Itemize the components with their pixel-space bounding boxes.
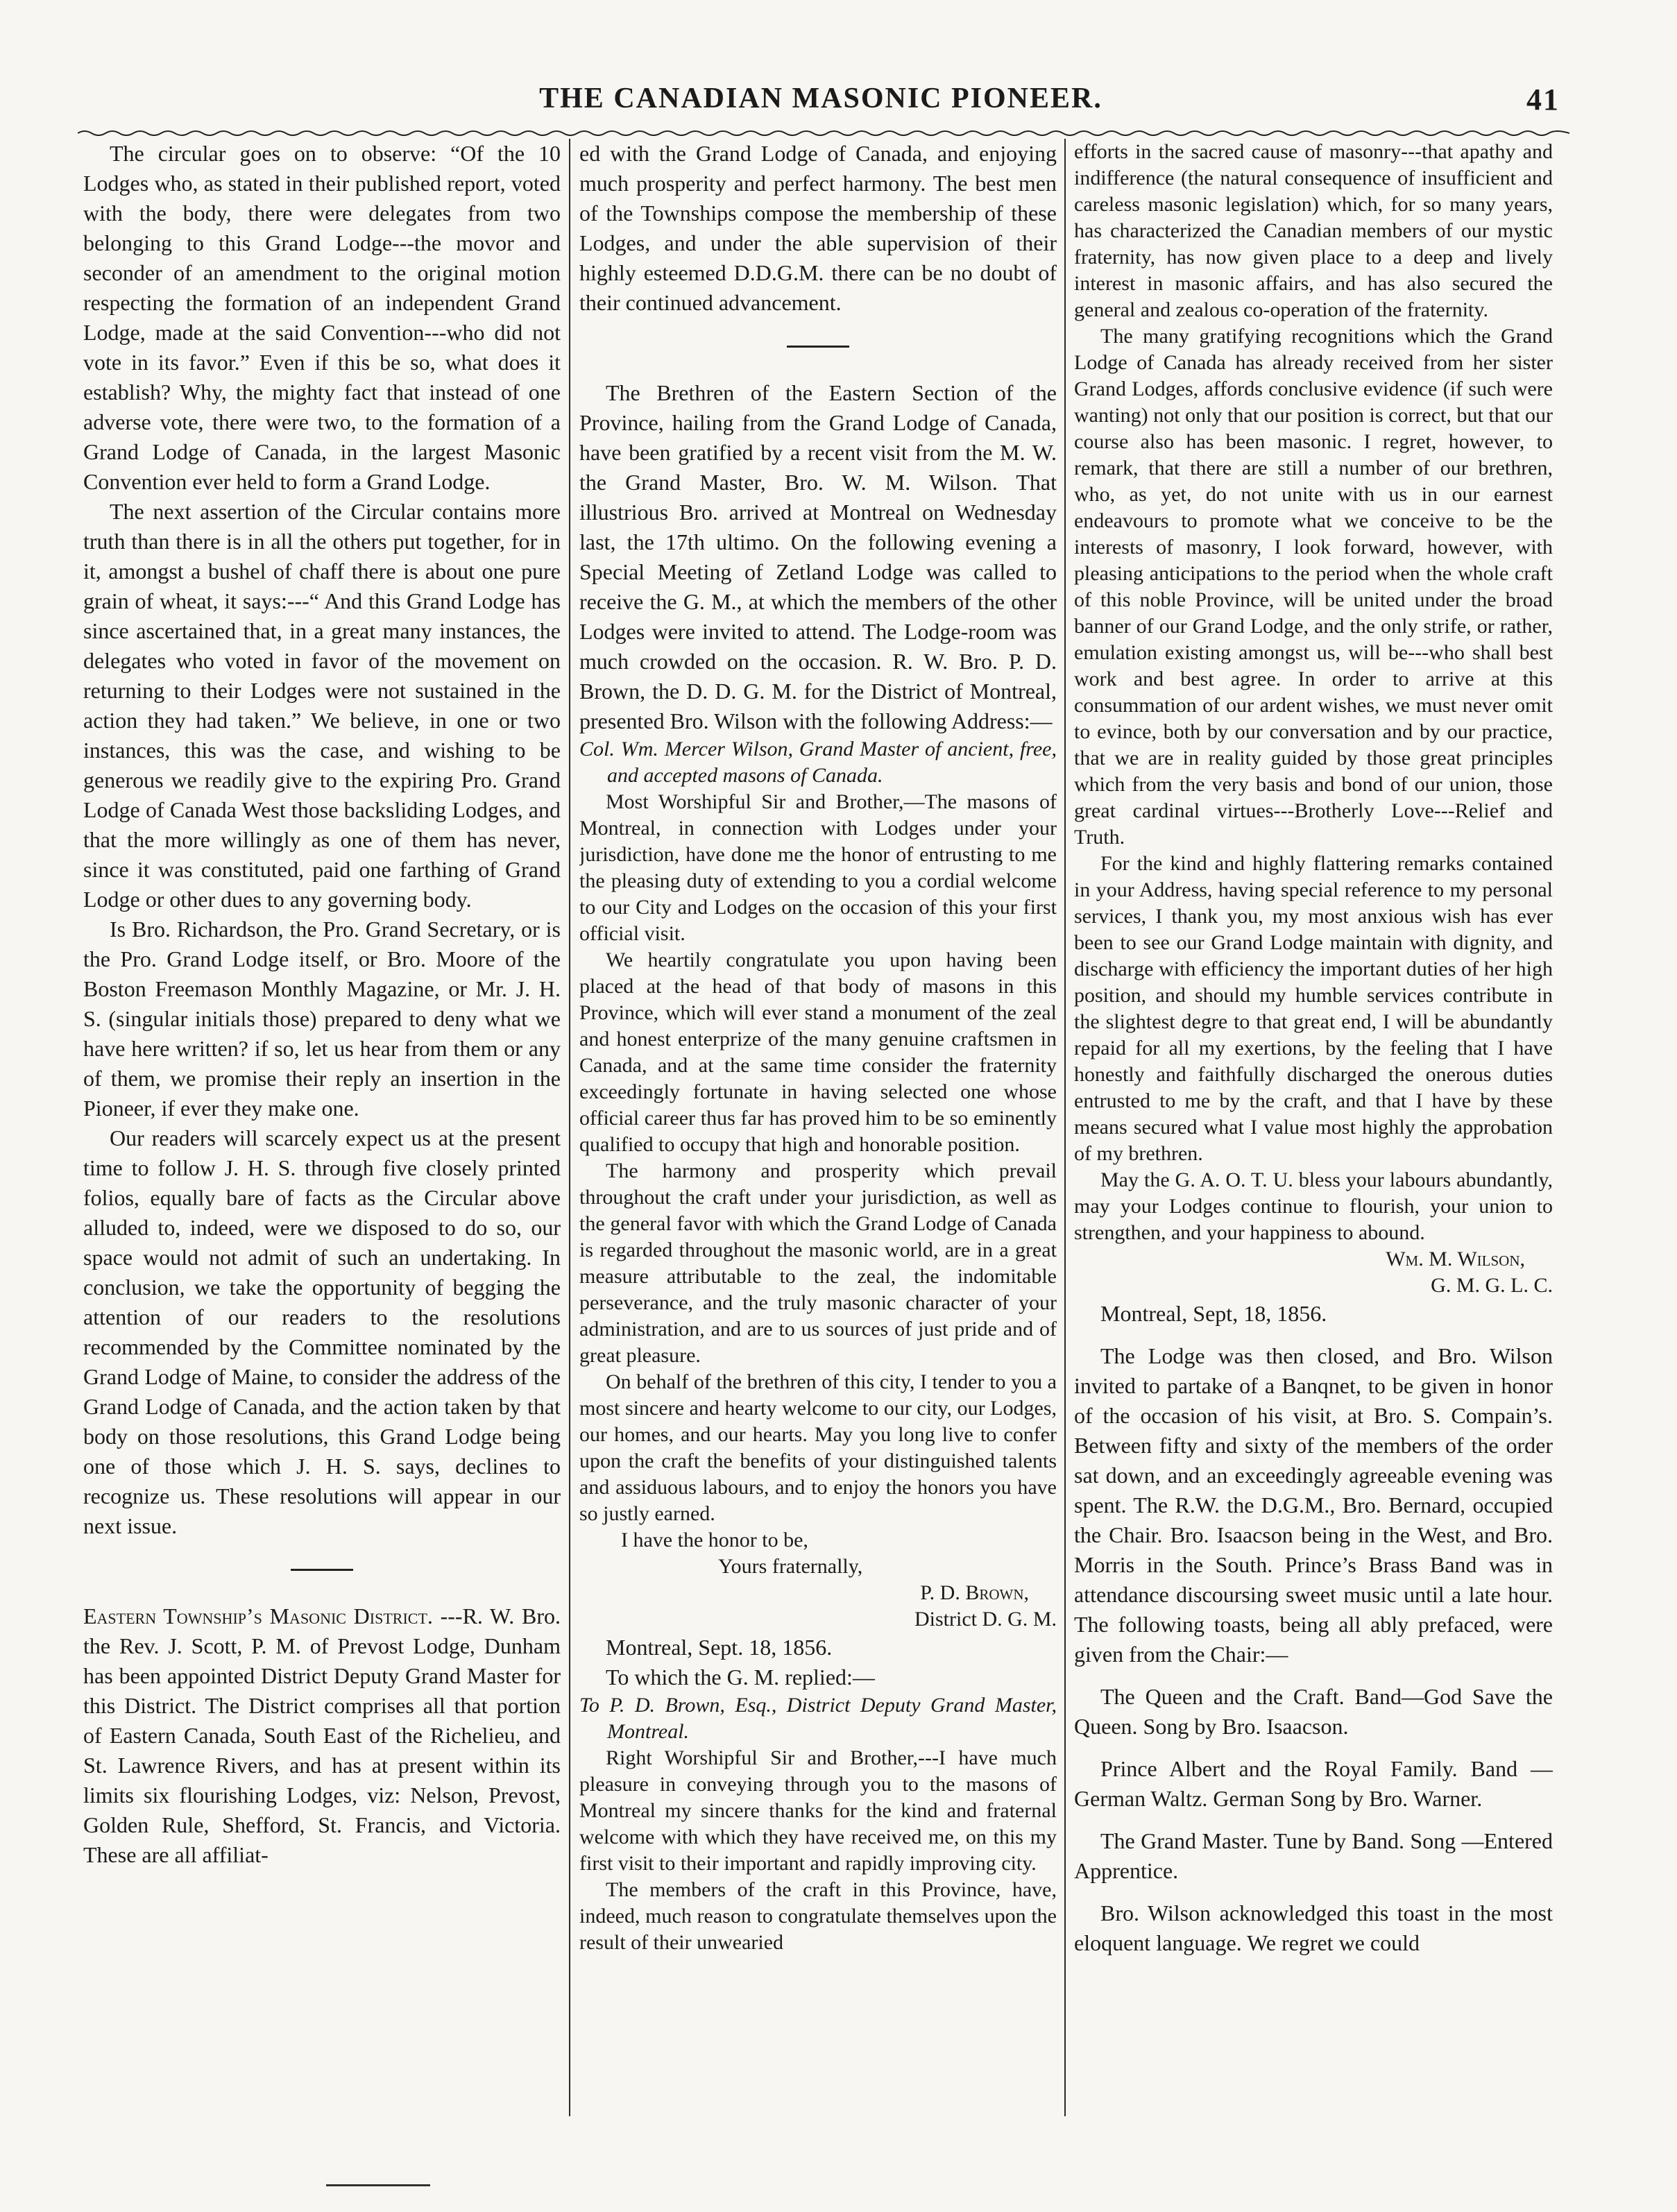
paragraph: For the kind and highly flattering remarks contained in your Address, having special reference to my personal services, I thank you, my most anxious wish has ever been to see our Grand Lodge maintain with dignity, and discharge with efficiency the important duties of her high position, and should my humble services contribute in the slightest degre to that great end, I will be abundantly repaid for all my exertions, by the feeling that I have honestly and faithfully discharged the onerous duties entrusted to me by the craft, and that I have by these means secured what I value most highly the approbation of my brethren. bbox=[1074, 852, 1553, 1165]
column-divider bbox=[569, 139, 570, 2116]
paragraph: ---R. W. Bro. the Rev. J. Scott, P. M. of Prevost Lodge, Dunham has been appointed District Deputy Grand Master for this District. The District comprises all that portion of Eastern Canada, South East of the Richelieu, and St. Lawrence Rivers, and has at present within its limits six flourishing Lodges, viz: Nelson, Prevost, Golden Rule, Shefford, St. Francis, and Victoria. These are all affiliat- bbox=[83, 1603, 561, 1867]
page-number: 41 bbox=[1526, 83, 1560, 117]
signature-name: P. D. Brown, bbox=[920, 1581, 1029, 1604]
closing-line: Yours fraternally, bbox=[718, 1555, 863, 1578]
column-right bbox=[1074, 139, 1553, 2123]
closing-line: I have the honor to be, bbox=[621, 1529, 808, 1551]
signature-name: Wm. M. Wilson, bbox=[1386, 1248, 1525, 1270]
paragraph: May the G. A. O. T. U. bless your labours abundantly, may your Lodges continue to flourish, your union to strengthen, and your happiness to abound. bbox=[1074, 1168, 1553, 1244]
paragraph: The Brethren of the Eastern Section of the Province, hailing from the Grand Lodge of Canada, have been gratified by a recent visit from the M. W. the Grand Master, Bro. W. M. Wilson. That illustrious Bro. arrived at Montreal on Wednesday last, the 17th ultimo. On the following evening a Special Meeting of Zetland Lodge was called to receive the G. M., at which the members of the other Lodges were invited to attend. The Lodge-room was much crowded on the occasion. R. W. Bro. P. D. Brown, the D. D. G. M. for the District of Montreal, presented Bro. Wilson with the following Address:— bbox=[579, 380, 1057, 733]
toast-item: Bro. Wilson acknowledged this toast in the most eloquent language. We regret we could bbox=[1074, 1900, 1553, 1955]
column-left bbox=[83, 139, 561, 2123]
column-middle bbox=[579, 139, 1057, 2123]
paragraph: To which the G. M. replied:— bbox=[606, 1665, 875, 1690]
paragraph: Is Bro. Richardson, the Pro. Grand Secretary, or is the Pro. Grand Lodge itself, or Bro. Moore of the Boston Freemason Monthly Magazine, or Mr. J. H. S. (singular initials those) prepared to deny what we have here written? if so, let us hear from them or any of them, we promise their reply an insertion in the Pioneer, if ever they make one. bbox=[83, 917, 561, 1121]
paragraph: The harmony and prosperity which prevail throughout the craft under your jurisdiction, as well as the general favor with which the Grand Lodge of Canada is regarded throughout the masonic world, are in a great measure attributable to the zeal, the indomitable perseverance, and the truly masonic character of your administration, and are to us sources of just pride and of great pleasure. bbox=[579, 1159, 1057, 1367]
signature-title: G. M. G. L. C. bbox=[1431, 1274, 1553, 1297]
toast-item: Prince Albert and the Royal Family. Band —German Waltz. German Song by Bro. Warner. bbox=[1074, 1756, 1553, 1811]
toast-item: The Grand Master. Tune by Band. Song —Entered Apprentice. bbox=[1074, 1828, 1553, 1883]
dateline: Montreal, Sept, 18, 1856. bbox=[1100, 1301, 1327, 1326]
address-salutation: Col. Wm. Mercer Wilson, Grand Master of ancient, free, and accepted masons of Canada. bbox=[579, 738, 1057, 787]
footer-rule bbox=[326, 2184, 430, 2186]
paragraph: Most Worshipful Sir and Brother,—The masons of Montreal, in connection with Lodges under your jurisdiction, have done me the honor of entrusting to me the pleasing duty of extending to you a cordial welcome to our City and Lodges on the occasion of this your first official visit. bbox=[579, 790, 1057, 945]
paragraph: We heartily congratulate you upon having been placed at the head of that body of masons in this Province, which will ever stand a monument of the zeal and honest enterprize of the many genuine craftsmen in Canada, and at the same time consider the fraternity exceedingly fortunate in having selected one whose official career thus far has proved him to be so eminently qualified to occupy that high and honorable position. bbox=[579, 948, 1057, 1156]
page-title: THE CANADIAN MASONIC PIONEER. bbox=[539, 83, 1103, 114]
paragraph: The members of the craft in this Province, have, indeed, much reason to congratulate themselves upon the result of their unwearied bbox=[579, 1878, 1057, 1954]
paragraph: Right Worshipful Sir and Brother,---I have much pleasure in conveying through you to the masons of Montreal my sincere thanks for the kind and fraternal welcome with which they have received me, on this my first visit to their important and rapidly improving city. bbox=[579, 1746, 1057, 1875]
paragraph: The next assertion of the Circular contains more truth than there is in all the others put together, for in it, amongst a bushel of chaff there is about one pure grain of wheat, it says:---“ And this Grand Lodge has since ascertained that, in a great many instances, the delegates who voted in favor of the movement on returning to their Lodges were not sustained in the action they had taken.” We believe, in one or two instances, this was the case, and wishing to be generous we readily give to the expiring Pro. Grand Lodge of Canada West those backsliding Lodges, and that the more willingly as one of them has never, since it was constituted, paid one farthing of Grand Lodge or other dues to any governing body. bbox=[83, 499, 561, 912]
section-separator bbox=[787, 346, 849, 348]
dateline: Montreal, Sept. 18, 1856. bbox=[606, 1635, 833, 1660]
section-separator bbox=[291, 1569, 353, 1571]
paragraph: Our readers will scarcely expect us at the present time to follow J. H. S. through five closely printed folios, equally bare of facts as the Circular above alluded to, indeed, were we disposed to do so, our space would not admit of such an undertaking. In conclusion, we take the opportunity of begging the attention of our readers to the resolutions recommended by the Committee nominated by the Grand Lodge of Maine, to consider the address of the Grand Lodge of Canada, and the action taken by that body on those resolutions, this Grand Lodge being one of those which J. H. S. says, declines to recognize us. These resolutions will appear in our next issue. bbox=[83, 1125, 561, 1538]
column-divider bbox=[1064, 139, 1066, 2116]
reply-salutation: To P. D. Brown, Esq., District Deputy Grand Master, Montreal. bbox=[579, 1694, 1057, 1743]
paragraph: The circular goes on to observe: “Of the 10 Lodges who, as stated in their published report, voted with the body, there were delegates from two belonging to this Grand Lodge---the movor and seconder of an amendment to the original motion respecting the formation of an independent Grand Lodge, made at the said Convention---who did not vote in its favor.” Even if this be so, what does it establish? Why, the mighty fact that instead of one adverse vote, there were two, to the formation of a Grand Lodge of Canada, in the largest Masonic Convention ever held to form a Grand Lodge. bbox=[83, 141, 561, 494]
paragraph: The Lodge was then closed, and Bro. Wilson invited to partake of a Banqnet, to be given in honor of the occasion of his visit, at Bro. S. Compain’s. Between fifty and sixty of the members of the order sat down, and an exceedingly agreeable evening was spent. The R.W. the D.G.M., Bro. Bernard, occupied the Chair. Bro. Isaacson being in the West, and Bro. Morris in the South. Prince’s Brass Band was in attendance discoursing sweet music until a late hour. The following toasts, being all ably prefaced, were given from the Chair:— bbox=[1074, 1343, 1553, 1667]
running-header bbox=[82, 82, 1560, 124]
section-heading-wrapper bbox=[83, 1601, 561, 1870]
paragraph: The many gratifying recognitions which the Grand Lodge of Canada has already received from her sister Grand Lodges, affords conclusive evidence (if such were wanting) not only that our position is correct, but that our course also has been masonic. I regret, however, to remark, that there are still a number of our brethren, who, as yet, do not unite with us in our earnest endeavours to promote what we conceive to be the interests of masonry, I look forward, however, with pleasing anticipations to the period when the whole craft of this noble Province, will be united under the broad banner of our Grand Lodge, and the only strife, or rather, emulation existing amongst us, will be---who shall best work and best agree. In order to arrive at this consummation of our ardent wishes, we must never omit to evince, both by our conversation and by our practice, that we are in reality guided by those great principles which from the very basis and bond of our union, those great cardinal virtues---Brotherly Love---Relief and Truth. bbox=[1074, 325, 1553, 849]
signature-title: District D. G. M. bbox=[914, 1608, 1057, 1631]
paragraph: ed with the Grand Lodge of Canada, and enjoying much prosperity and perfect harmony. The best men of the Townships compose the membership of these Lodges, and under the able supervision of their highly esteemed D.D.G.M. there can be no doubt of their continued advancement. bbox=[579, 141, 1057, 315]
header-wavy-rule bbox=[78, 129, 1569, 137]
section-heading: Eastern Township’s Masonic District. bbox=[83, 1603, 433, 1628]
paragraph: On behalf of the brethren of this city, I tender to you a most sincere and hearty welcome to our city, our Lodges, our homes, and our hearts. May you long live to confer upon the craft the benefits of your distinguished talents and assiduous labours, and to enjoy the honors you have so justly earned. bbox=[579, 1370, 1057, 1525]
paragraph: efforts in the sacred cause of masonry---that apathy and indifference (the natural consequence of insufficient and careless masonic legislation) which, for so many years, has characterized the Canadian members of our mystic fraternity, has now given place to a deep and lively interest in masonic affairs, and has also secured the general and zealous co-operation of the fraternity. bbox=[1074, 140, 1553, 321]
toast-item: The Queen and the Craft. Band—God Save the Queen. Song by Bro. Isaacson. bbox=[1074, 1684, 1553, 1739]
